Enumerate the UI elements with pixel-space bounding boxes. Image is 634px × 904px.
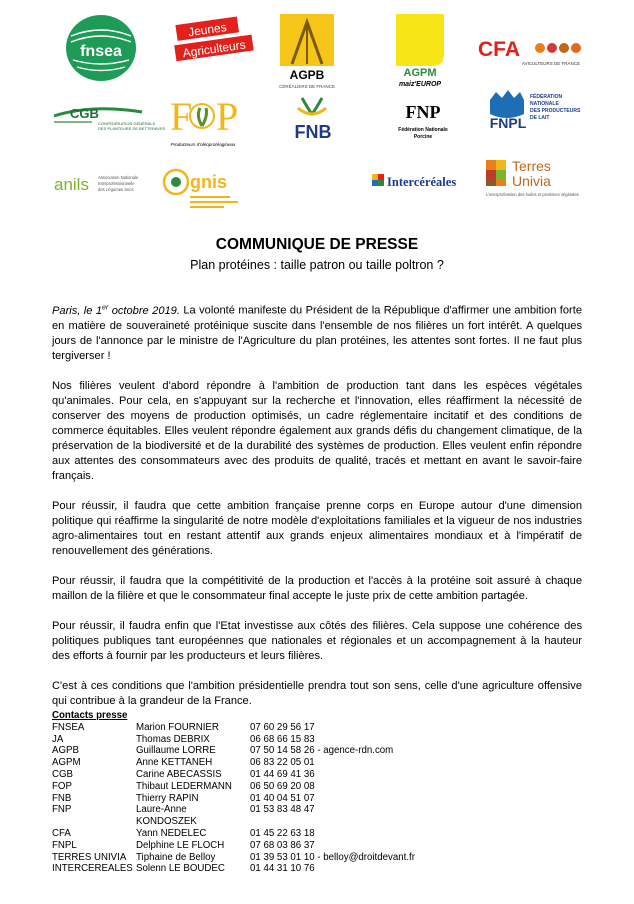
contact-row — [52, 769, 415, 781]
fop-logo-f: F — [170, 94, 193, 139]
agpm-logo — [392, 10, 448, 90]
agpb-logo-sub: CÉRÉALIERS DE FRANCE — [279, 84, 335, 89]
fop-logo-sub: Producteurs d'oléoprotéagineux — [170, 142, 236, 147]
contact-org: AGPB — [52, 745, 79, 757]
cfa-logo-sub: AVICULTEURS DE FRANCE — [521, 61, 580, 66]
fop-logo — [166, 94, 240, 152]
fnpl-logo-sub3: DES PRODUCTEURS — [530, 108, 581, 114]
paragraph-6: C'est à ces conditions que l'ambition présidentielle prendra tout son sens, celle d'une agriculture offensive qui contribue à la grandeur de la France. — [52, 679, 582, 707]
contact-name: Thibaut LEDERMANN — [136, 780, 232, 792]
contact-phone: 06 83 22 05 01 — [250, 757, 315, 769]
cfa-logo-text: CFA — [478, 38, 520, 61]
fnp-logo-sub2: Porcine — [413, 134, 433, 140]
paragraph-2: Nos filières veulent d'abord répondre à l'ambition de production tant dans les espèces végétales qu'animales. Pour cela, en s'appuyant sur la recherche et l'innovation, elles réaffirment la nécessité de conserver des moyens de production optimisés, un cadre réglementaire incitatif et des conditions de commerce équitables. Elles veulent répondre également aux grands défis du changement climatique, de la préservation de la biodiversité et de la durabilité des systèmes de production. Elles veulent enfin répondre aux attentes des consommateurs avec des produits de qualité, tracés et mettant en avant le savoir-faire français. — [52, 379, 582, 482]
contact-phone: 01 44 31 10 76 — [250, 863, 315, 875]
cgb-logo — [52, 102, 166, 140]
contact-name: Tiphaine de Belloy — [136, 851, 216, 863]
contact-org: INTERCEREALES — [52, 863, 133, 875]
fnp-logo-sub1: Fédération Nationale — [398, 127, 448, 133]
contact-row — [52, 757, 415, 769]
contact-row — [52, 722, 415, 734]
page-subtitle: Plan protéines : taille patron ou taille poltron ? — [190, 258, 444, 272]
fnsea-logo-text: fnsea — [80, 43, 122, 60]
anils-logo-sub2: Interprofessionnelle — [98, 181, 135, 186]
fnpl-logo-sub4: DE LAIT — [530, 115, 550, 121]
agpb-logo-text: AGPB — [289, 68, 325, 82]
contacts-list — [52, 722, 415, 875]
contact-row — [52, 863, 415, 875]
anils-logo-sub1: Association Nationale — [98, 175, 139, 180]
contact-org: FNPL — [52, 839, 77, 851]
contact-row — [52, 734, 415, 746]
agpm-logo-sub: maiz'EUROP — [398, 81, 442, 88]
fnsea-logo — [63, 12, 139, 84]
contact-name: Anne KETTANEH — [136, 757, 213, 769]
terres-logo-text: Terres — [512, 158, 551, 174]
contact-name: Delphine LE FLOCH — [136, 839, 225, 851]
univia-logo-text: Univia — [512, 173, 551, 189]
contact-org: FOP — [52, 780, 72, 792]
contact-phone: 06 68 66 15 83 — [250, 733, 315, 745]
contact-name: Solenn LE BOUDEC — [136, 863, 225, 875]
contact-phone: 07 68 03 86 37 — [250, 839, 315, 851]
press-release-body — [52, 300, 582, 724]
contact-phone: 07 50 14 58 26 - agence-rdn.com — [250, 745, 394, 757]
contact-phone: 01 39 53 01 10 - belloy@droitdevant.fr — [250, 851, 415, 863]
press-contacts — [52, 710, 415, 875]
cgb-logo-sub1: CONFÉDÉRATION GÉNÉRALE — [98, 121, 156, 126]
paragraph-5: Pour réussir, il faudra enfin que l'Etat investisse aux côtés des filières. Cela suppose une cohérence des politiques publiques tant européennes que nationales et régionales et un accompagnement à la hauteur des efforts à fournir par les producteurs et leurs filières. — [52, 619, 582, 662]
page-title: COMMUNIQUE DE PRESSE — [215, 236, 419, 253]
contact-name: Guillaume LORRE — [136, 745, 216, 757]
dateline: Paris, le 1er octobre 2019. — [52, 304, 180, 317]
fnb-logo — [280, 94, 346, 142]
contact-row — [52, 781, 415, 793]
agpm-logo-text: AGPM — [403, 67, 437, 79]
contact-row — [52, 828, 415, 840]
contact-org: FNSEA — [52, 721, 85, 733]
gnis-logo — [160, 164, 252, 214]
contacts-heading: Contacts presse — [52, 710, 128, 721]
contact-org: FNB — [52, 792, 72, 804]
cfa-logo — [476, 34, 588, 68]
fnpl-logo-sub2: NATIONALE — [530, 101, 559, 107]
anils-logo — [52, 170, 156, 198]
ja-logo-line1: Jeunes — [187, 20, 228, 40]
fop-logo-p: P — [216, 94, 239, 139]
anils-logo-text: anils — [54, 175, 89, 194]
contact-row — [52, 804, 415, 828]
fnp-logo — [394, 98, 452, 144]
fnpl-logo — [486, 88, 596, 134]
fnpl-logo-sub1: FÉDÉRATION — [530, 94, 563, 100]
paragraph-1: Paris, le 1er octobre 2019. La volonté manifeste du Président de la République d'affirmer une ambition forte en matière de souveraineté protéinique suscite dans l'ensemble de nos filières un fort intérêt. A quelques jours de l'annonce par le ministre de l'Agriculture du plan protéines, les attentes sont fortes. Il ne faut plus tergiverser ! — [52, 304, 582, 362]
contact-row — [52, 793, 415, 805]
anils-logo-sub3: des Légumes Secs — [98, 187, 134, 192]
ja-logo-line2: Agriculteurs — [181, 37, 247, 61]
paragraph-4: Pour réussir, il faudra que la compétitivité de la production et l'accès à la protéine soit assuré à chaque maillon de la filière et que le consommateur final accepte le juste prix de cette ambition partagée. — [52, 574, 582, 602]
contact-phone: 01 44 69 41 36 — [250, 768, 315, 780]
contact-name: Yann NEDELEC — [136, 827, 207, 839]
contact-phone: 06 50 69 20 08 — [250, 780, 315, 792]
contact-phone: 01 53 83 48 47 — [250, 804, 315, 816]
fnpl-logo-text: FNPL — [489, 115, 527, 131]
contact-org: TERRES UNIVIA — [52, 851, 127, 863]
contact-row — [52, 745, 415, 757]
contact-org: CGB — [52, 768, 73, 780]
contact-org: CFA — [52, 827, 71, 839]
intercereales-logo — [370, 170, 474, 194]
contact-name: Carine ABECASSIS — [136, 768, 222, 780]
contact-org: JA — [52, 733, 64, 745]
contact-phone: 01 40 04 51 07 — [250, 792, 315, 804]
terres-univia-sub: L'interprofession des huiles et protéines végétales — [486, 192, 579, 197]
contact-name: Laure-Anne KONDOSZEK — [136, 804, 197, 828]
contact-row — [52, 852, 415, 864]
terres-univia-logo — [484, 156, 596, 206]
paragraph-3: Pour réussir, il faudra que cette ambition française prenne corps en Europe autour d'une dimension politique qui réaffirme la singularité de notre modèle d'exploitations familiales et la vigueur de nos industries agro-alimentaires tout en restant attentif aux grands enjeux alimentaires mondiaux et à l'impératif de renouvellement des générations. — [52, 499, 582, 557]
contact-name: Thomas DEBRIX — [136, 733, 210, 745]
contact-name: Thierry RAPIN — [136, 792, 199, 804]
gnis-logo-text: gnis — [190, 172, 228, 192]
contact-row — [52, 840, 415, 852]
agpb-logo — [272, 12, 342, 90]
intercereales-logo-text: Intercéréales — [387, 175, 457, 189]
cgb-logo-sub2: DES PLANTEURS DE BETTERAVES — [98, 126, 166, 131]
contact-phone: 01 45 22 63 18 — [250, 827, 315, 839]
ja-logo — [170, 12, 256, 70]
fnp-logo-text: FNP — [405, 102, 441, 122]
fnb-logo-text: FNB — [294, 122, 332, 142]
contact-phone: 07 60 29 56 17 — [250, 721, 315, 733]
contact-org: FNP — [52, 804, 72, 816]
contact-org: AGPM — [52, 757, 81, 769]
contact-name: Marion FOURNIER — [136, 721, 219, 733]
cgb-logo-text: CGB — [70, 106, 99, 121]
